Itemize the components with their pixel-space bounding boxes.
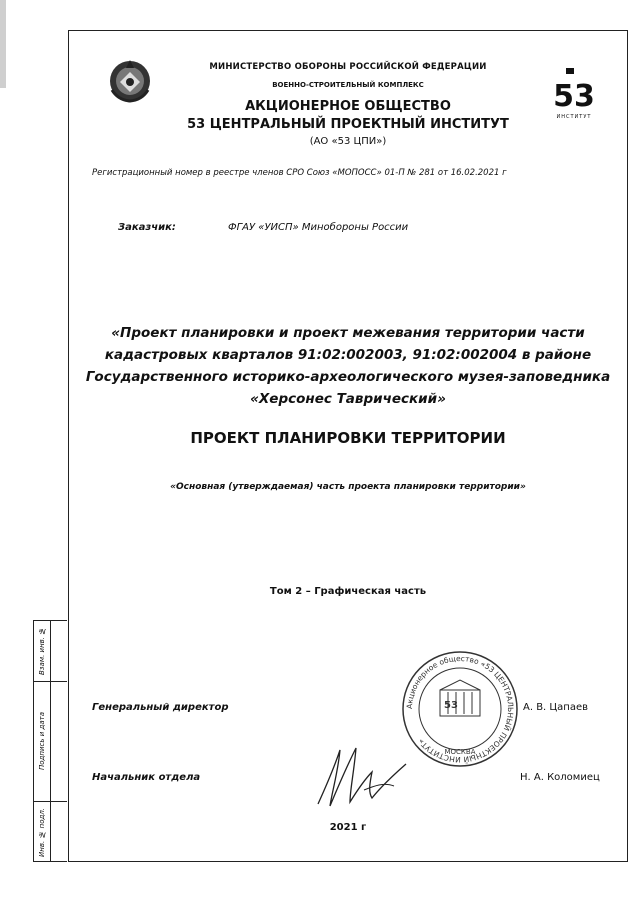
scan-edge-mark — [0, 0, 6, 88]
project-title-line-4: «Херсонес Таврический» — [250, 391, 446, 407]
signatory-title-head: Начальник отдела — [92, 772, 201, 783]
logo-caption: ИНСТИТУТ — [556, 114, 592, 120]
complex-name: ВОЕННО-СТРОИТЕЛЬНЫЙ КОМПЛЕКС — [272, 81, 424, 89]
org-short-name: (АО «53 ЦПИ») — [309, 136, 387, 147]
stamp-strip — [33, 620, 67, 862]
logo-number: 53 — [553, 79, 595, 114]
signatory-name-director: А. В. Цапаев — [523, 702, 589, 713]
registration-line: Регистрационный номер в реестре членов СРО Союз «МОПОСС» 01-П № 281 от 16.02.2021 г — [92, 168, 507, 178]
org-line-2: 53 ЦЕНТРАЛЬНЫЙ ПРОЕКТНЫЙ ИНСТИТУТ — [187, 117, 509, 132]
stamp-cell-replace-inv: Взам. инв. № — [38, 626, 46, 676]
handwritten-signature — [310, 742, 420, 812]
customer-value: ФГАУ «УИСП» Минобороны России — [228, 222, 409, 233]
section-title: ПРОЕКТ ПЛАНИРОВКИ ТЕРРИТОРИИ — [190, 429, 506, 447]
seal-ring-text: Акционерное общество «53 ЦЕНТРАЛЬНЫЙ ПРОЕКТНЫЙ ИНСТИТУТ» — [404, 653, 516, 765]
stamp-cell-original-inv: Инв. № подл. — [38, 807, 46, 857]
subpart-title: «Основная (утверждаемая) часть проекта планировки территории» — [170, 482, 526, 492]
seal-center-number: 53 — [444, 700, 458, 711]
project-title-line-3: Государственного историко-археологического музея-заповедника — [85, 369, 611, 385]
signatory-title-director: Генеральный директор — [92, 702, 229, 713]
project-title — [68, 322, 628, 410]
signatory-name-head: Н. А. Коломиец — [520, 772, 600, 783]
ministry-name: МИНИСТЕРСТВО ОБОРОНЫ РОССИЙСКОЙ ФЕДЕРАЦИИ — [209, 62, 487, 72]
project-title-line-1: «Проект планировки и проект межевания территории части — [111, 325, 585, 341]
stamp-cell-signature-date: Подпись и дата — [38, 712, 46, 770]
stamp-strip-labels — [34, 621, 51, 861]
volume-title: Том 2 – Графическая часть — [269, 586, 427, 597]
customer-label: Заказчик: — [118, 222, 176, 233]
seal-city: МОСКВА — [444, 748, 476, 756]
document-year: 2021 г — [329, 822, 367, 833]
org-line-1: АКЦИОНЕРНОЕ ОБЩЕСТВО — [245, 99, 451, 114]
project-title-line-2: кадастровых кварталов 91:02:002003, 91:02:002004 в районе — [104, 347, 592, 363]
